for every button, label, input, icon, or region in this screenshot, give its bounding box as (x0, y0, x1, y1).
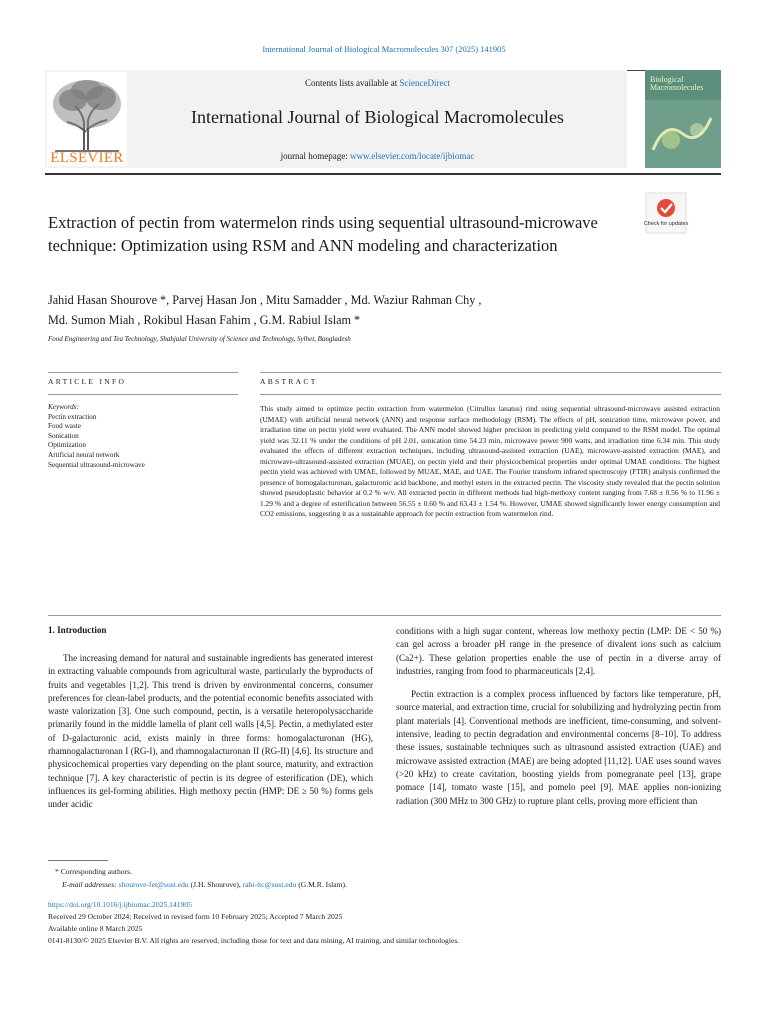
authors-line-2: Md. Sumon Miah , Rokibul Hasan Fahim , G.M. Rabiul Islam * (48, 313, 361, 327)
intro-right-paragraph-2: Pectin extraction is a complex process influenced by factors like temperature, pH, source material, and extraction time, crucial for solubilizing and hydrolyzing pectin from plant materials [4]. Conventional methods are inefficient, time-consuming, and solvent-intensive, leading to pectin degradation and environmental concerns [8–10]. To address these issues, sustainable techniques such as ultrasound assisted extraction (UAE) and microwave assisted extraction (MAE) are being adopted [11,12]. UAE uses sound waves (>20 kHz) to create cavitation, boosting yields from pomegranate peel [13], grape pomace [14], tomato waste [15], and pomelo peel [9]. MAE applies non-ionizing radiation (300 MHz to 300 GHz) to rupture plant cells, proving more efficient than (396, 689, 721, 806)
keywords-rule (48, 394, 238, 395)
abstract-end-rule (48, 615, 721, 616)
abstract-inner-rule (260, 394, 721, 395)
email-label: E-mail addresses: (62, 880, 119, 889)
keyword-item: Sequential ultrasound-microwave (48, 460, 145, 469)
journal-citation-link[interactable]: International Journal of Biological Macromolecules 307 (2025) 141905 (262, 44, 506, 54)
article-title: Extraction of pectin from watermelon rinds using sequential ultrasound-microwave technique: Optimization using RSM and ANN modeling and characterization (48, 213, 598, 255)
abstract-heading: ABSTRACT (260, 377, 318, 386)
introduction-heading: 1. Introduction (48, 625, 107, 635)
article-info-heading: ARTICLE INFO (48, 377, 127, 386)
email-link-shourove[interactable]: shourove-fet@sust.edu (118, 880, 189, 889)
doi-link[interactable]: https://doi.org/10.1016/j.ijbiomac.2025.141905 (48, 900, 192, 909)
elsevier-wordmark: ELSEVIER (50, 150, 124, 166)
intro-right-column (396, 625, 721, 808)
contents-availability (130, 78, 625, 88)
received-dates: Received 29 October 2024; Received in revised form 10 February 2025; Accepted 7 March 2025 (48, 912, 343, 921)
email-name-1: (J.H. Shourove), (188, 880, 243, 889)
email-addresses (62, 879, 347, 890)
keywords-block (48, 403, 238, 470)
check-for-updates-badge[interactable] (643, 193, 689, 233)
check-updates-label: Check for updates (643, 221, 689, 227)
keyword-item: Optimization (48, 441, 86, 450)
abstract-text: This study aimed to optimize pectin extraction from watermelon (Citrullus lanatus) rind using sequential ultrasound-microwave assisted extraction (UMAE) with artificial neural network (ANN) and response surface methodology (RSM). The effects of pH, sonication time, microwave power, and irradiation time on pectin yield were evaluated. The ANN model showed higher precision in predicting yield compared to the RSM model. The optimal yield was 32.11 % under the conditions of pH 2.01, sonication time 54.23 min, microwave power 900 watts, and irradiation time 6.34 min. This study evaluated the effects of different extraction techniques, including ultrasound-assisted extraction (UAE), microwave-assisted extraction (MAE), and microwave-ultrasound-assisted extraction (MUAE), on pectin yield and their physicochemical properties under optimal UMAE conditions. The highest pectin yield was achieved with UMAE, followed by MUAE, MAE, and UAE. The Fourier transform infrared spectroscopy (FTIR) analysis confirmed the presence of homogalacturonan, galacturonic acid backbone, and methyl esters in the extracted pectin. The viscosity study revealed that the pectin solution showed pseudoplastic behavior at 0.2 % w/v. All extracted pectin in different methods had high-methoxy content ranging from 7.68 ± 0.56 % to 11.96 ± 1.29 % and a degree of esterification between 56.55 ± 0.60 % and 63.43 ± 1.54 %. However, UMAE showed significantly lower energy consumption and CO2 emissions, suggesting it as a sustainable approach for pectin extraction from watermelon rind. (260, 404, 720, 518)
article-info-rule (48, 372, 238, 373)
author-list (48, 290, 698, 330)
journal-title: International Journal of Biological Macromolecules (191, 107, 564, 127)
keyword-item: Artificial neural network (48, 450, 120, 459)
intro-right-paragraph-1: conditions with a high sugar content, whereas low methoxy pectin (LMP: DE < 50 %) can gel across a broader pH range in the presence of divalent ions such as calcium (Ca2+). These gelation properties enable the use of pectin in a diverse array of industries, ranging from food to pharmaceuticals [2,4]. (396, 626, 721, 676)
abstract-rule (260, 372, 721, 373)
footnote-rule (48, 860, 108, 861)
keyword-item: Food waste (48, 422, 81, 431)
header-bottom-rule (45, 173, 721, 175)
keyword-item: Sonication (48, 431, 79, 440)
cover-title: Biological Macromolecules (650, 75, 704, 92)
homepage-label: journal homepage: (280, 151, 351, 161)
intro-left-paragraph: The increasing demand for natural and sustainable ingredients has generated interest in extracting valuable compounds from agricultural waste, particularly the byproducts of fruits and vegetables [1,2]. This trend is driven by environmental concerns, consumer preferences for clean-label products, and the potential economic benefits associated with waste valorization [3]. One such compound, pectin, is a versatile heteropolysaccharide primarily found in the middle lamella of plant cell walls [4,5]. Pectin, a methylated ester of D-galacturonic acid, exists mainly in three forms: homogalacturonan (HG), rhamnogalacturonan I (RG-I), and rhamnogalacturonan II (RG-II) [4,6]. Its structure and physicochemical properties vary depending on the plant source, maturity, and extraction technique [7]. A key characteristic of pectin is its degree of esterification (DE), which influences its gel-forming abilities. High methoxy pectin (HMP: DE ≥ 50 %) forms gels under acidic (48, 653, 373, 810)
copyright-notice: 0141-8130/© 2025 Elsevier B.V. All rights are reserved, including those for text and data mining, AI training, and similar technologies. (48, 936, 460, 945)
contents-prefix: Contents lists available at (305, 78, 400, 88)
corresponding-author-note: * Corresponding authors. (55, 867, 132, 876)
keyword-item: Pectin extraction (48, 412, 97, 421)
authors-line-1: Jahid Hasan Shourove *, Parvej Hasan Jon , Mitu Samadder , Md. Waziur Rahman Chy , (48, 293, 482, 307)
journal-cover-thumbnail[interactable] (645, 70, 721, 168)
check-updates-icon (643, 193, 689, 233)
keywords-label: Keywords: (48, 403, 79, 411)
cover-artwork (645, 100, 721, 168)
journal-homepage (130, 151, 625, 161)
homepage-link[interactable]: www.elsevier.com/locate/ijbiomac (350, 151, 475, 161)
available-online-date: Available online 8 March 2025 (48, 924, 143, 933)
email-name-2: (G.M.R. Islam). (296, 880, 347, 889)
email-link-islam[interactable]: rabi-ttc@sust.edu (242, 880, 297, 889)
sciencedirect-link[interactable]: ScienceDirect (399, 78, 450, 88)
author-affiliation: Food Engineering and Tea Technology, Shahjalal University of Science and Technology, Sylhet, Bangladesh (48, 335, 351, 343)
